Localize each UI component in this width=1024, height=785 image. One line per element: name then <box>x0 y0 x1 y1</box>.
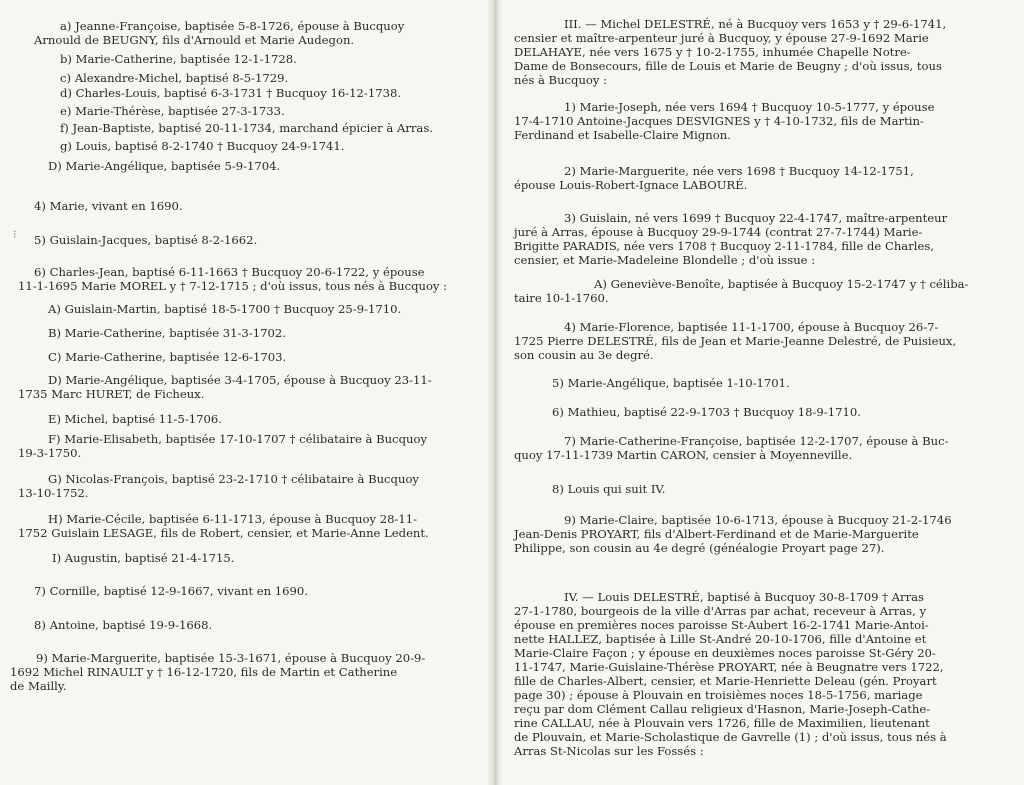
entry-line: 11-1747, Marie-Guislaine-Thérèse PROYART, née à Beugnatre vers 1722, <box>514 660 944 674</box>
entry-line: son cousin au 3e degré. <box>514 348 654 362</box>
entry-line: de Plouvain, et Marie-Scholastique de Gavrelle (1) ; d'où issus, tous nés à <box>514 730 947 744</box>
genealogy-entry <box>48 159 448 173</box>
entry-line: D) Marie-Angélique, baptisée 3-4-1705, épouse à Bucquoy 23-11- <box>48 373 432 387</box>
genealogy-entry <box>18 472 464 500</box>
entry-line: 2) Marie-Marguerite, née vers 1698 † Bucquoy 14-12-1751, <box>564 164 914 178</box>
entry-line: 13-10-1752. <box>18 486 89 500</box>
genealogy-entry <box>514 211 1010 267</box>
genealogy-entry <box>48 326 448 340</box>
genealogy-entry <box>514 17 1010 87</box>
entry-line: C) Marie-Catherine, baptisée 12-6-1703. <box>48 350 287 364</box>
genealogy-entry <box>60 71 460 85</box>
genealogy-entry <box>60 139 460 153</box>
entry-line: rine CALLAU, née à Plouvain vers 1726, fille de Maximilien, lieutenant <box>514 716 930 730</box>
book-gutter <box>488 0 502 785</box>
entry-line: D) Marie-Angélique, baptisée 5-9-1704. <box>48 159 281 173</box>
entry-line: c) Alexandre-Michel, baptisé 8-5-1729. <box>60 71 289 85</box>
entry-line: nés à Bucquoy : <box>514 73 608 87</box>
entry-line: B) Marie-Catherine, baptisée 31-3-1702. <box>48 326 286 340</box>
entry-line: 1735 Marc HURET, de Ficheux. <box>18 387 205 401</box>
genealogy-entry <box>34 199 434 213</box>
genealogy-entry <box>18 432 464 460</box>
entry-line: g) Louis, baptisé 8-2-1740 † Bucquoy 24-9-1741. <box>60 139 345 153</box>
entry-line: A) Guislain-Martin, baptisé 18-5-1700 † Bucquoy 25-9-1710. <box>48 302 402 316</box>
entry-line: Philippe, son cousin au 4e degré (généalogie Proyart page 27). <box>514 541 885 555</box>
entry-line: Jean-Denis PROYART, fils d'Albert-Ferdinand et de Marie-Marguerite <box>514 527 919 541</box>
entry-line: 3) Guislain, né vers 1699 † Bucquoy 22-4-1747, maître-arpenteur <box>564 211 948 225</box>
entry-line: 1725 Pierre DELESTRÉ, fils de Jean et Marie-Jeanne Delestré, de Puisieux, <box>514 334 957 348</box>
entry-line: 5) Marie-Angélique, baptisée 1-10-1701. <box>552 376 790 390</box>
entry-line: b) Marie-Catherine, baptisée 12-1-1728. <box>60 52 297 66</box>
entry-line: 8) Antoine, baptisé 19-9-1668. <box>34 618 213 632</box>
entry-line: III. — Michel DELESTRÉ, né à Bucquoy vers 1653 y † 29-6-1741, <box>564 17 947 31</box>
entry-line: e) Marie-Thérèse, baptisée 27-3-1733. <box>60 104 285 118</box>
genealogy-entry <box>514 164 1010 192</box>
genealogy-entry <box>552 405 992 419</box>
entry-line: censier, et Marie-Madeleine Blondelle ; d'où issue : <box>514 253 816 267</box>
genealogy-entry <box>18 373 464 401</box>
left-page <box>0 0 490 785</box>
genealogy-entry <box>60 86 460 100</box>
entry-line: Brigitte PARADIS, née vers 1708 † Bucquoy 2-11-1784, fille de Charles, <box>514 239 934 253</box>
genealogy-entry <box>34 233 434 247</box>
genealogy-entry <box>514 590 1010 758</box>
genealogy-entry <box>514 320 1010 362</box>
entry-line: d) Charles-Louis, baptisé 6-3-1731 † Bucquoy 16-12-1738. <box>60 86 402 100</box>
entry-line: 11-1-1695 Marie MOREL y † 7-12-1715 ; d'où issus, tous nés à Bucquoy : <box>18 279 448 293</box>
entry-line: 9) Marie-Marguerite, baptisée 15-3-1671, épouse à Bucquoy 20-9- <box>36 651 426 665</box>
entry-line: 1) Marie-Joseph, née vers 1694 † Bucquoy 10-5-1777, y épouse <box>564 100 935 114</box>
entry-line: page 30) ; épouse à Plouvain en troisièmes noces 18-5-1756, mariage <box>514 688 923 702</box>
entry-line: DELAHAYE, née vers 1675 y † 10-2-1755, inhumée Chapelle Notre- <box>514 45 911 59</box>
entry-line: Marie-Claire Façon ; y épouse en deuxièmes noces paroisse St-Géry 20- <box>514 646 936 660</box>
entry-line: I) Augustin, baptisé 21-4-1715. <box>52 551 235 565</box>
entry-line: Arras St-Nicolas sur les Fossés : <box>514 744 704 758</box>
genealogy-entry <box>514 434 1010 462</box>
entry-line: 7) Cornille, baptisé 12-9-1667, vivant en 1690. <box>34 584 308 598</box>
entry-line: fille de Charles-Albert, censier, et Marie-Henriette Deleau (gén. Proyart <box>514 674 937 688</box>
entry-line: Ferdinand et Isabelle-Claire Mignon. <box>514 128 731 142</box>
genealogy-entry <box>34 618 434 632</box>
entry-line: Dame de Bonsecours, fille de Louis et Marie de Beugny ; d'où issus, tous <box>514 59 942 73</box>
genealogy-entry <box>34 584 434 598</box>
entry-line: 19-3-1750. <box>18 446 82 460</box>
entry-line: épouse Louis-Robert-Ignace LABOURÉ. <box>514 178 748 192</box>
genealogy-entry <box>514 100 1010 142</box>
entry-line: épouse en premières noces paroisse St-Aubert 16-2-1741 Marie-Antoi- <box>514 618 929 632</box>
entry-line: reçu par dom Clément Callau religieux d'Hasnon, Marie-Joseph-Cathe- <box>514 702 931 716</box>
entry-line: IV. — Louis DELESTRÉ, baptisé à Bucquoy 30-8-1709 † Arras <box>564 590 924 604</box>
entry-line: E) Michel, baptisé 11-5-1706. <box>48 412 222 426</box>
entry-line: 27-1-1780, bourgeois de la ville d'Arras par achat, receveur à Arras, y <box>514 604 927 618</box>
genealogy-entry <box>552 376 992 390</box>
genealogy-entry <box>514 513 1010 555</box>
entry-line: 8) Louis qui suit IV. <box>552 482 666 496</box>
entry-line: F) Marie-Elisabeth, baptisée 17-10-1707 † célibataire à Bucquoy <box>48 432 428 446</box>
genealogy-entry <box>552 482 992 496</box>
genealogy-entry <box>34 19 464 47</box>
entry-line: censier et maître-arpenteur juré à Bucquoy, y épouse 27-9-1692 Marie <box>514 31 929 45</box>
margin-mark: ⁝ <box>13 228 17 241</box>
entry-line: a) Jeanne-Françoise, baptisée 5-8-1726, épouse à Bucquoy <box>60 19 405 33</box>
genealogy-entry <box>60 121 480 135</box>
entry-line: 17-4-1710 Antoine-Jacques DESVIGNES y † 4-10-1732, fils de Martin- <box>514 114 924 128</box>
genealogy-entry <box>10 651 466 693</box>
entry-line: 4) Marie-Florence, baptisée 11-1-1700, épouse à Bucquoy 26-7- <box>564 320 939 334</box>
entry-line: 1692 Michel RINAULT y † 16-12-1720, fils de Martin et Catherine <box>10 665 398 679</box>
entry-line: juré à Arras, épouse à Bucquoy 29-9-1744 (contrat 27-7-1744) Marie- <box>514 225 923 239</box>
entry-line: f) Jean-Baptiste, baptisé 20-11-1734, marchand épicier à Arras. <box>60 121 433 135</box>
genealogy-entry <box>18 265 464 293</box>
entry-line: 6) Mathieu, baptisé 22-9-1703 † Bucquoy 18-9-1710. <box>552 405 861 419</box>
entry-line: 6) Charles-Jean, baptisé 6-11-1663 † Bucquoy 20-6-1722, y épouse <box>34 265 425 279</box>
entry-line: taire 10-1-1760. <box>514 291 609 305</box>
entry-line: 1752 Guislain LESAGE, fils de Robert, censier, et Marie-Anne Ledent. <box>18 526 429 540</box>
genealogy-entry <box>18 512 464 540</box>
genealogy-entry <box>48 350 448 364</box>
entry-line: 9) Marie-Claire, baptisée 10-6-1713, épouse à Bucquoy 21-2-1746 <box>564 513 952 527</box>
genealogy-entry <box>60 52 460 66</box>
genealogy-entry <box>514 277 1010 305</box>
entry-line: 7) Marie-Catherine-Françoise, baptisée 12-2-1707, épouse à Buc- <box>564 434 949 448</box>
genealogy-entry <box>48 412 448 426</box>
right-page <box>502 0 1024 785</box>
entry-line: 4) Marie, vivant en 1690. <box>34 199 183 213</box>
entry-line: Arnould de BEUGNY, fils d'Arnould et Marie Audegon. <box>34 33 355 47</box>
genealogy-entry <box>60 104 460 118</box>
entry-line: A) Geneviève-Benoîte, baptisée à Bucquoy 15-2-1747 y † céliba- <box>594 277 969 291</box>
genealogy-entry <box>48 302 448 316</box>
entry-line: 5) Guislain-Jacques, baptisé 8-2-1662. <box>34 233 258 247</box>
entry-line: de Mailly. <box>10 679 67 693</box>
genealogy-entry <box>52 551 452 565</box>
entry-line: G) Nicolas-François, baptisé 23-2-1710 † célibataire à Bucquoy <box>48 472 419 486</box>
entry-line: H) Marie-Cécile, baptisée 6-11-1713, épouse à Bucquoy 28-11- <box>48 512 418 526</box>
entry-line: nette HALLEZ, baptisée à Lille St-André 20-10-1706, fille d'Antoine et <box>514 632 927 646</box>
entry-line: quoy 17-11-1739 Martin CARON, censier à Moyenneville. <box>514 448 853 462</box>
